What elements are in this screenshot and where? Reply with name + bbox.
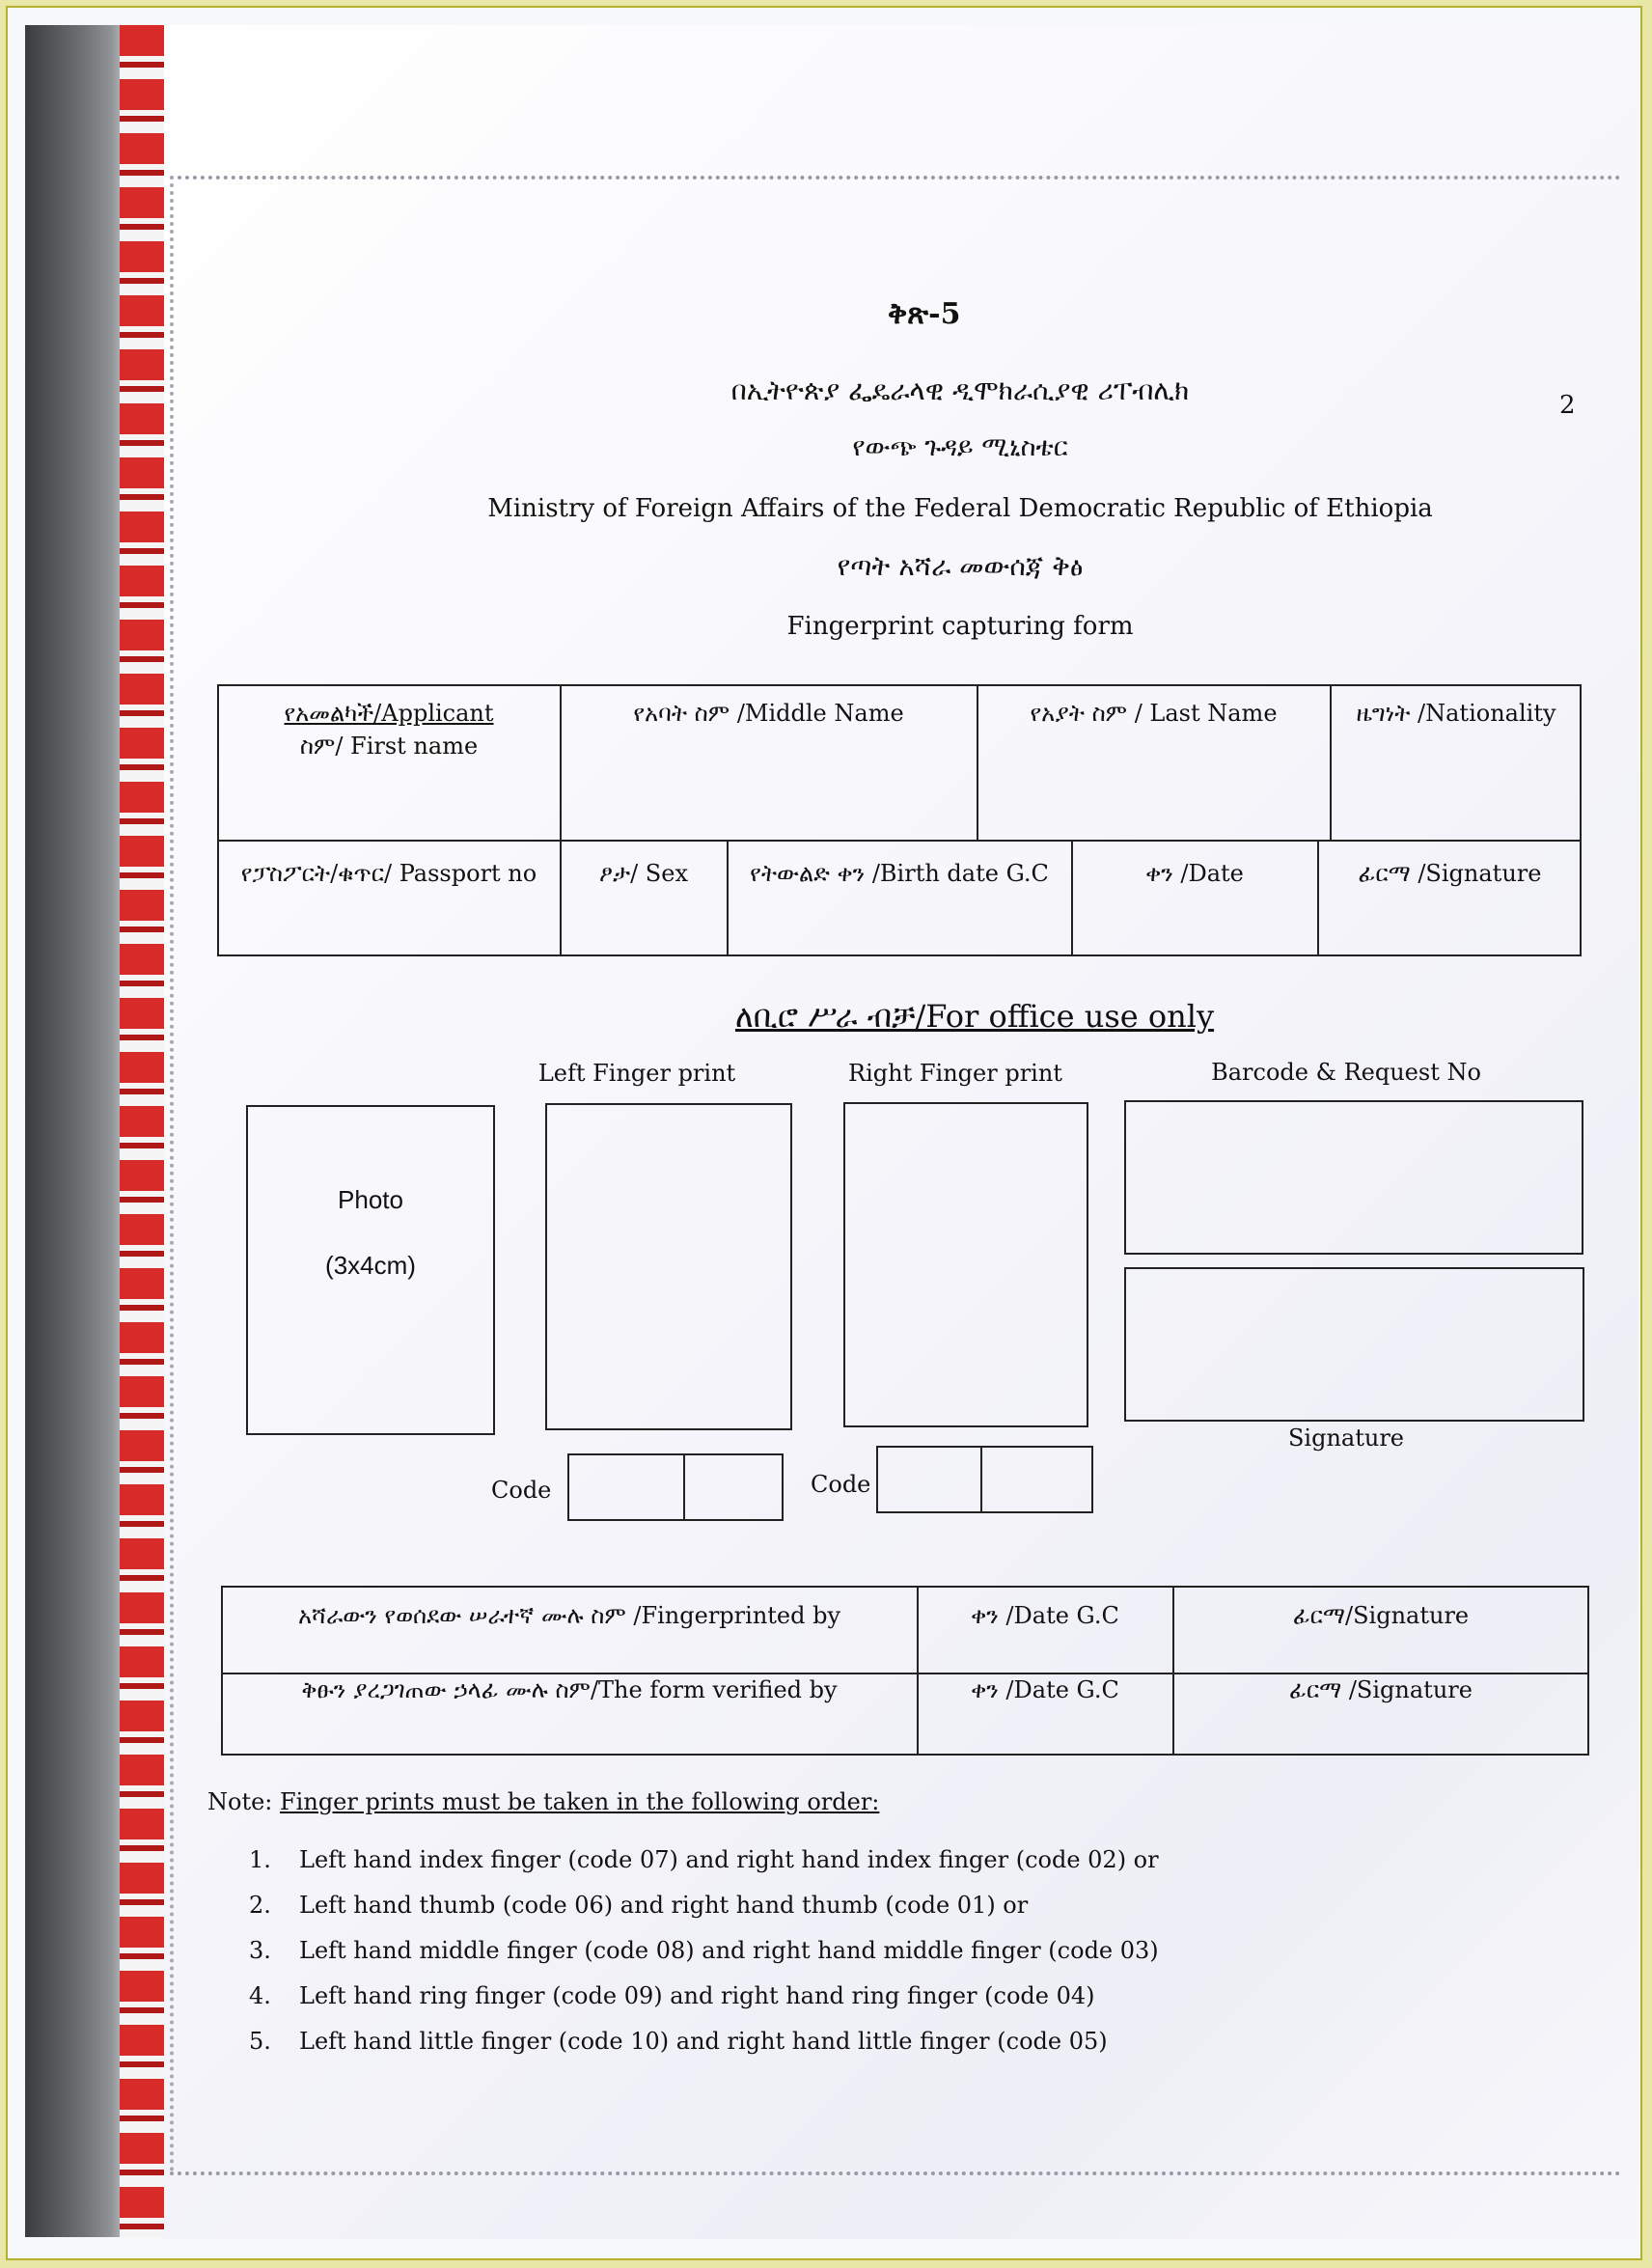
signature-label: ፊርማ /Signature (1358, 860, 1542, 887)
barcode-box[interactable] (1124, 1100, 1583, 1255)
photo-label: Photo (338, 1185, 403, 1214)
applicant-table-row-divider (217, 840, 1582, 842)
fingerprinted-by-label: አሻራውን የወሰደው ሠራተኛ ሙሉ ስም /Fingerprinted by (297, 1602, 841, 1629)
verified-signature-label: ፊርማ /Signature (1289, 1676, 1473, 1703)
birth-date-cell[interactable] (729, 857, 1070, 890)
first-name-cell[interactable] (219, 697, 559, 762)
sex-cell[interactable] (562, 857, 726, 890)
right-code-label: Code (811, 1471, 871, 1498)
dotted-border-top (170, 176, 1621, 180)
page-number: 2 (1559, 391, 1576, 420)
left-finger-label: Left Finger print (537, 1060, 736, 1087)
nationality-cell[interactable] (1332, 697, 1581, 730)
passport-no-cell[interactable] (219, 857, 559, 890)
sex-label: ፆታ/ Sex (599, 860, 688, 887)
form-code: ቅጽ-5 (888, 297, 961, 331)
office-use-heading: ለቢሮ ሥራ ብቻ/For office use only (734, 998, 1215, 1035)
dotted-border-left (170, 176, 174, 2173)
list-item-number: 2. (249, 1892, 271, 1919)
list-item-number: 5. (249, 2028, 271, 2055)
verified-by-cell[interactable] (223, 1673, 916, 1706)
left-code-label: Code (491, 1477, 552, 1504)
verified-by-label: ቅፁን ያረጋገጠው ኃላፊ ሙሉ ስም/The form verified by (301, 1676, 838, 1703)
right-code-divider (980, 1446, 982, 1513)
last-name-label: የአያት ስም / Last Name (1030, 700, 1278, 727)
spiral-binding (120, 25, 164, 2237)
verified-date-label: ቀን /Date G.C (971, 1676, 1119, 1703)
header-ministry-amharic: የውጭ ጉዳይ ሚኒስቴር (852, 432, 1068, 462)
right-fingerprint-box[interactable] (843, 1102, 1088, 1427)
fingerprinted-date-label: ቀን /Date G.C (971, 1602, 1119, 1629)
signature-cell[interactable] (1319, 857, 1581, 890)
list-item-text: Left hand little finger (code 10) and right hand little finger (code 05) (299, 2028, 1108, 2055)
list-item-text: Left hand ring finger (code 09) and right hand ring finger (code 04) (299, 1982, 1095, 2009)
office-signature-label: Signature (1287, 1424, 1405, 1452)
left-code-box[interactable] (567, 1453, 784, 1521)
note-heading: Finger prints must be taken in the following order: (280, 1788, 880, 1815)
photo-size-label: (3x4cm) (325, 1251, 416, 1280)
fingerprinted-signature-label: ፊርማ/Signature (1292, 1602, 1470, 1629)
binding-shadow (25, 25, 131, 2237)
middle-name-cell[interactable] (562, 697, 976, 730)
fingerprinted-signature-cell[interactable] (1174, 1599, 1587, 1632)
list-item-number: 1. (249, 1846, 271, 1873)
header-republic-amharic: በኢትዮጵያ ፌዴራላዊ ዲሞክራሲያዊ ሪፐብሊክ (730, 374, 1190, 406)
barcode-label: Barcode & Request No (1211, 1059, 1481, 1086)
left-fingerprint-box[interactable] (545, 1103, 792, 1430)
date-cell[interactable] (1073, 857, 1316, 890)
form-title-english: Fingerprint capturing form (786, 612, 1134, 641)
verified-date-cell[interactable] (919, 1673, 1171, 1706)
list-item-text: Left hand middle finger (code 08) and right hand middle finger (code 03) (299, 1937, 1159, 1964)
right-finger-label: Right Finger print (848, 1060, 1062, 1087)
list-item-text: Left hand thumb (code 06) and right hand thumb (code 01) or (299, 1892, 1029, 1919)
left-code-divider (683, 1453, 685, 1521)
last-name-cell[interactable] (978, 697, 1329, 730)
first-name-label-line2: ስም/ First name (299, 733, 479, 760)
right-code-box[interactable] (876, 1446, 1093, 1513)
note (207, 1788, 879, 1815)
nationality-label: ዜግነት /Nationality (1356, 700, 1556, 727)
fingerprinted-date-cell[interactable] (919, 1599, 1171, 1632)
list-item-number: 4. (249, 1982, 271, 2009)
verified-signature-cell[interactable] (1174, 1673, 1587, 1706)
fingerprinted-by-cell[interactable] (223, 1599, 916, 1632)
list-item-text: Left hand index finger (code 07) and right hand index finger (code 02) or (299, 1846, 1159, 1873)
form-title-amharic: የጣት አሻራ መውሰጃ ቅፅ (837, 550, 1084, 582)
birth-date-label: የትውልድ ቀን /Birth date G.C (750, 860, 1049, 887)
middle-name-label: የአባት ስም /Middle Name (633, 700, 904, 727)
first-name-label-line1: የአመልካች/Applicant (284, 700, 494, 727)
date-label: ቀን /Date (1145, 860, 1244, 887)
list-item-number: 3. (249, 1937, 271, 1964)
passport-no-label: የፓስፖርት/ቁጥር/ Passport no (240, 860, 537, 887)
note-prefix: Note: (207, 1788, 273, 1815)
office-signature-box[interactable] (1124, 1267, 1584, 1422)
dotted-border-bottom (170, 2171, 1621, 2175)
header-ministry-english: Ministry of Foreign Affairs of the Federal Democratic Republic of Ethiopia (487, 494, 1433, 523)
